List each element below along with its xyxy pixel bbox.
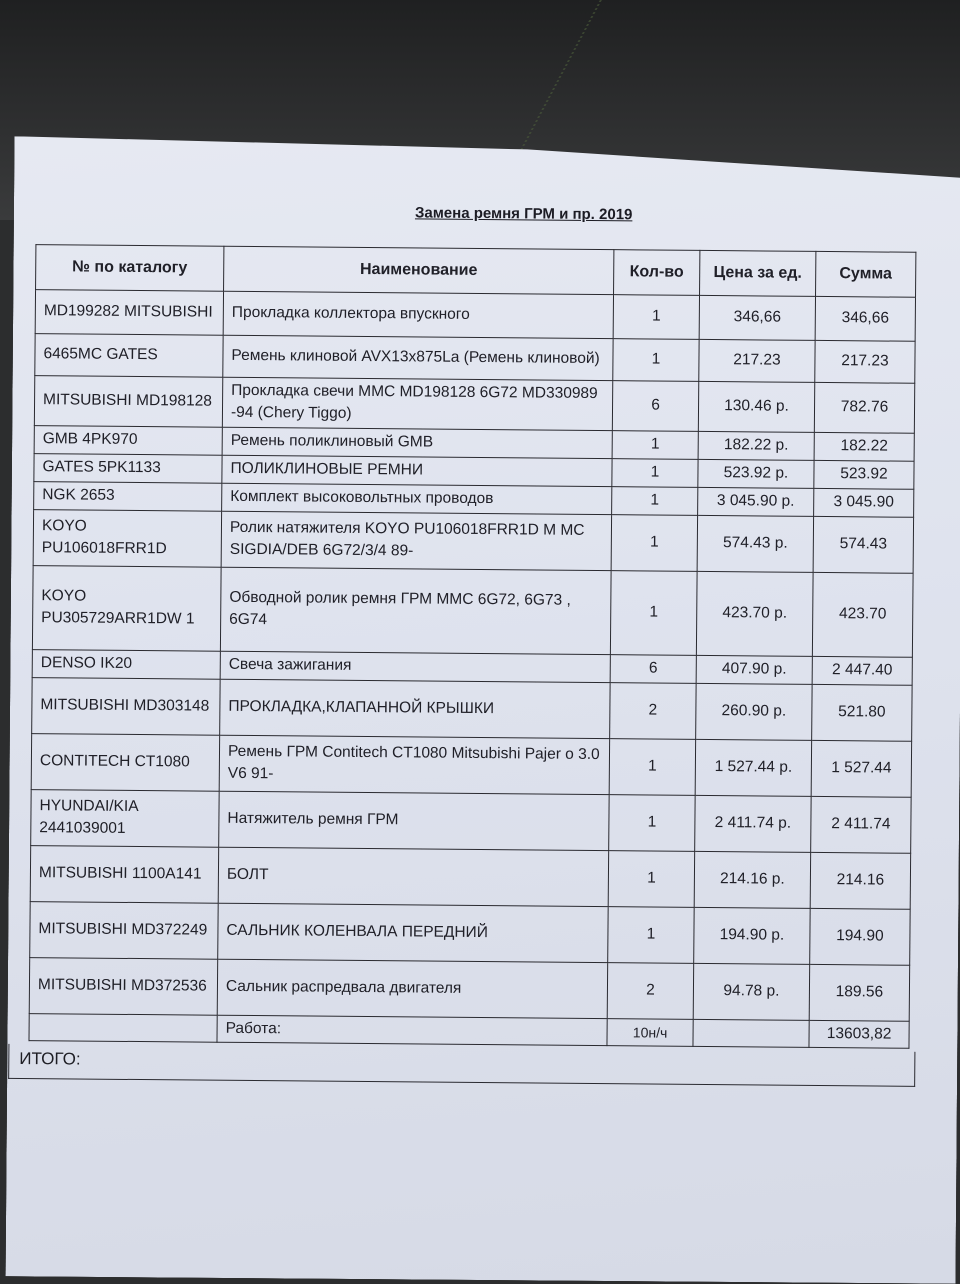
catalog-number-cell: KOYO PU106018FRR1D [33,510,221,568]
catalog-number-cell: MITSUBISHI MD198128 [34,376,222,428]
unit-price-cell: 346,66 [699,295,815,340]
item-name-cell: Свеча зажигания [220,651,610,682]
table-row [32,566,913,658]
catalog-number-cell: NGK 2653 [34,482,222,512]
item-name-cell: САЛЬНИК КОЛЕНВАЛА ПЕРЕДНИЙ [218,903,608,962]
work-label: Работа: [217,1015,607,1046]
sum-cell: 194.90 [810,908,910,965]
header-qty: Кол-во [614,250,700,296]
catalog-number-cell: MITSUBISHI MD372249 [30,902,218,960]
unit-price-cell: 574.43 р. [697,515,813,572]
sum-cell: 521.80 [812,684,912,741]
catalog-number-cell: MITSUBISHI MD372536 [29,958,217,1016]
sum-cell: 3 045.90 [814,488,914,517]
item-name-cell: Натяжитель ремня ГРМ [219,791,609,850]
unit-price-cell: 2 411.74 р. [695,795,811,852]
quantity-cell: 2 [607,963,693,1020]
catalog-number-cell: GATES 5PK1133 [34,454,222,484]
catalog-number-cell: MITSUBISHI MD303148 [32,678,220,736]
unit-price-cell: 217.23 [699,339,815,382]
catalog-number-cell: MD199282 MITSUBISHI [35,290,223,336]
sum-cell: 2 411.74 [811,796,911,853]
catalog-number-cell: HYUNDAI/KIA 2441039001 [31,790,219,848]
sum-cell: 189.56 [809,964,909,1021]
item-name-cell: ПРОКЛАДКА,КЛАПАННОЙ КРЫШКИ [220,679,610,738]
sum-cell: 1 527.44 [811,740,911,797]
table-row [33,510,913,574]
sum-cell: 214.16 [810,852,910,909]
item-name-cell: Ремень поликлиновый GMB [222,427,612,458]
sum-cell: 423.70 [812,572,913,657]
table-header-row [36,245,916,298]
item-name-cell: Комплект высоковольтных проводов [222,483,612,514]
header-price: Цена за ед. [700,250,816,296]
unit-price-cell: 94.78 р. [693,963,809,1020]
work-total: 13603,82 [809,1020,909,1048]
document-title: Замена ремня ГРМ и пр. 2019 [414,204,633,224]
item-name-cell: БОЛТ [218,847,608,906]
quantity-cell: 1 [612,487,698,516]
table-row [30,902,910,966]
table-row [32,678,912,742]
quantity-cell: 1 [611,515,697,572]
sum-cell: 2 447.40 [812,656,912,685]
quantity-cell: 1 [608,907,694,964]
quantity-cell: 2 [610,683,696,740]
quantity-cell: 1 [609,739,695,796]
catalog-number-cell: CONTITECH CT1080 [31,734,219,792]
quantity-cell: 6 [612,381,698,432]
work-hours: 10н/ч [607,1019,693,1047]
item-name-cell: Ремень ГРМ Contitech CT1080 Mitsubishi Pajer o 3.0 V6 91- [219,735,609,794]
quantity-cell: 1 [613,295,699,340]
item-name-cell: ПОЛИКЛИНОВЫЕ РЕМНИ [222,455,612,486]
item-name-cell: Обводной ролик ремня ГРМ MMC 6G72, 6G73 , 6G74 [220,567,611,654]
unit-price-cell: 194.90 р. [694,907,810,964]
quantity-cell: 1 [613,339,699,382]
item-name-cell: Ролик натяжителя KOYO PU106018FRR1D M MC SIGDIA/DEB 6G72/3/4 89- [221,511,611,570]
unit-price-cell: 130.46 р. [698,381,814,432]
header-sum: Сумма [816,251,916,297]
header-name: Наименование [224,246,614,294]
catalog-number-cell: KOYO PU305729ARR1DW 1 [32,566,221,652]
table-row [34,376,914,434]
quantity-cell: 1 [609,795,695,852]
sum-cell: 574.43 [813,516,913,573]
unit-price-cell: 423.70 р. [696,571,813,656]
unit-price-cell: 3 045.90 р. [698,487,814,516]
table-row [29,958,909,1022]
table-row [30,846,910,910]
unit-price-cell: 1 527.44 р. [695,739,811,796]
unit-price-cell: 182.22 р. [698,431,814,460]
itogo-label: ИТОГО: [19,1048,81,1069]
work-catalog-cell [29,1014,217,1043]
catalog-number-cell: 6465MC GATES [35,334,223,378]
item-name-cell: Ремень клиновой AVX13x875La (Ремень клиновой) [223,335,613,380]
item-name-cell: Прокладка коллектора впускного [223,291,613,338]
unit-price-cell: 523.92 р. [698,459,814,488]
item-name-cell: Прокладка свечи MMC MD198128 6G72 MD330989 -94 (Chery Tiggo) [222,377,612,430]
unit-price-cell: 260.90 р. [696,683,812,740]
quantity-cell: 1 [608,851,694,908]
itogo-row [8,1044,915,1087]
catalog-number-cell: MITSUBISHI 1100A141 [30,846,218,904]
parts-table [28,244,916,1049]
catalog-number-cell: GMB 4PK970 [34,426,222,456]
table-row [31,790,911,854]
work-price-cell [693,1019,809,1047]
sum-cell: 182.22 [814,432,914,461]
quantity-cell: 6 [610,655,696,684]
quantity-cell: 1 [612,459,698,488]
table-row [31,734,911,798]
item-name-cell: Сальник распредвала двигателя [217,959,607,1018]
quantity-cell: 1 [612,431,698,460]
catalog-number-cell: DENSO IK20 [32,650,220,680]
unit-price-cell: 214.16 р. [694,851,810,908]
quantity-cell: 1 [610,571,697,656]
unit-price-cell: 407.90 р. [696,655,812,684]
sum-cell: 217.23 [815,340,915,383]
sum-cell: 523.92 [814,460,914,489]
table-row [35,290,915,342]
sum-cell: 346,66 [815,296,915,341]
header-catalog: № по каталогу [36,245,224,292]
sum-cell: 782.76 [814,382,914,433]
